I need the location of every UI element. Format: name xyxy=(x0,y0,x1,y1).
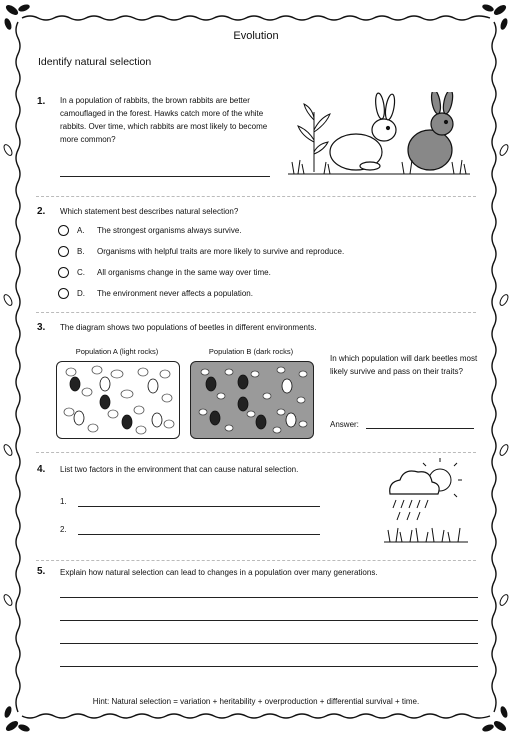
q4-answer-line-2[interactable] xyxy=(78,534,320,535)
hint-text: Hint: Natural selection = variation + heritability + overproduction + differential survival + time. xyxy=(92,697,420,706)
beetle-icons xyxy=(206,375,296,429)
q2-option-d[interactable]: D. The environment never affects a population. xyxy=(58,287,253,301)
q3-answer-label: Answer: xyxy=(330,420,359,429)
q5-answer-line-3[interactable] xyxy=(60,643,478,644)
divider xyxy=(36,452,476,453)
q2-number: 2. xyxy=(37,206,46,217)
q4-item-1: 1. xyxy=(60,497,67,506)
q3-side-text: In which population will dark beetles most likely survive and pass on their traits? xyxy=(330,354,478,376)
plant-icon xyxy=(298,104,330,172)
q1-answer-line[interactable] xyxy=(60,176,270,177)
radio-circle-icon[interactable] xyxy=(58,246,69,257)
brown-rabbit-icon xyxy=(408,92,454,170)
q2-text: Which statement best describes natural selection? xyxy=(60,207,239,216)
q5-answer-line-4[interactable] xyxy=(60,666,478,667)
q5-text: Explain how natural selection can lead to changes in a population over many generations. xyxy=(60,568,378,577)
grass-icon xyxy=(384,528,468,542)
radio-circle-icon[interactable] xyxy=(58,288,69,299)
page-subtitle: Identify natural selection xyxy=(38,56,152,68)
q5-answer-line-2[interactable] xyxy=(60,620,478,621)
white-rabbit-icon xyxy=(330,93,396,170)
q3-number: 3. xyxy=(37,322,46,333)
q1-text: In a population of rabbits, the brown rabbits are better camouflaged in the forest. Hawks catch more of the white rabbits. Over time, which rabbits are most likely to become more common? xyxy=(60,96,268,144)
radio-circle-icon[interactable] xyxy=(58,225,69,236)
rain-icon xyxy=(393,500,428,520)
divider xyxy=(36,196,476,197)
radio-circle-icon[interactable] xyxy=(58,267,69,278)
q2-option-c[interactable]: C. All organisms change in the same way over time. xyxy=(58,266,271,280)
q4-number: 4. xyxy=(37,464,46,475)
beetle-icons xyxy=(70,377,162,429)
page-title: Evolution xyxy=(233,30,279,42)
rabbits-illustration xyxy=(284,92,474,178)
divider xyxy=(36,312,476,313)
divider xyxy=(36,560,476,561)
q4-text: List two factors in the environment that can cause natural selection. xyxy=(60,465,299,474)
population-a-label: Population A (light rocks) xyxy=(75,347,159,356)
population-b-diagram xyxy=(190,361,314,439)
q5-number: 5. xyxy=(37,566,46,577)
q1-number: 1. xyxy=(37,96,46,107)
population-a-diagram xyxy=(56,361,180,439)
q2-option-a[interactable]: A. The strongest organisms always survive. xyxy=(58,224,242,238)
population-b-label: Population B (dark rocks) xyxy=(208,347,294,356)
q3-text: The diagram shows two populations of beetles in different environments. xyxy=(60,323,317,332)
q5-answer-line-1[interactable] xyxy=(60,597,478,598)
q4-item-2: 2. xyxy=(60,525,67,534)
q3-answer-line[interactable] xyxy=(366,428,474,429)
q4-answer-line-1[interactable] xyxy=(78,506,320,507)
q2-option-b[interactable]: B. Organisms with helpful traits are more likely to survive and reproduce. xyxy=(58,245,344,259)
weather-illustration xyxy=(380,456,470,548)
